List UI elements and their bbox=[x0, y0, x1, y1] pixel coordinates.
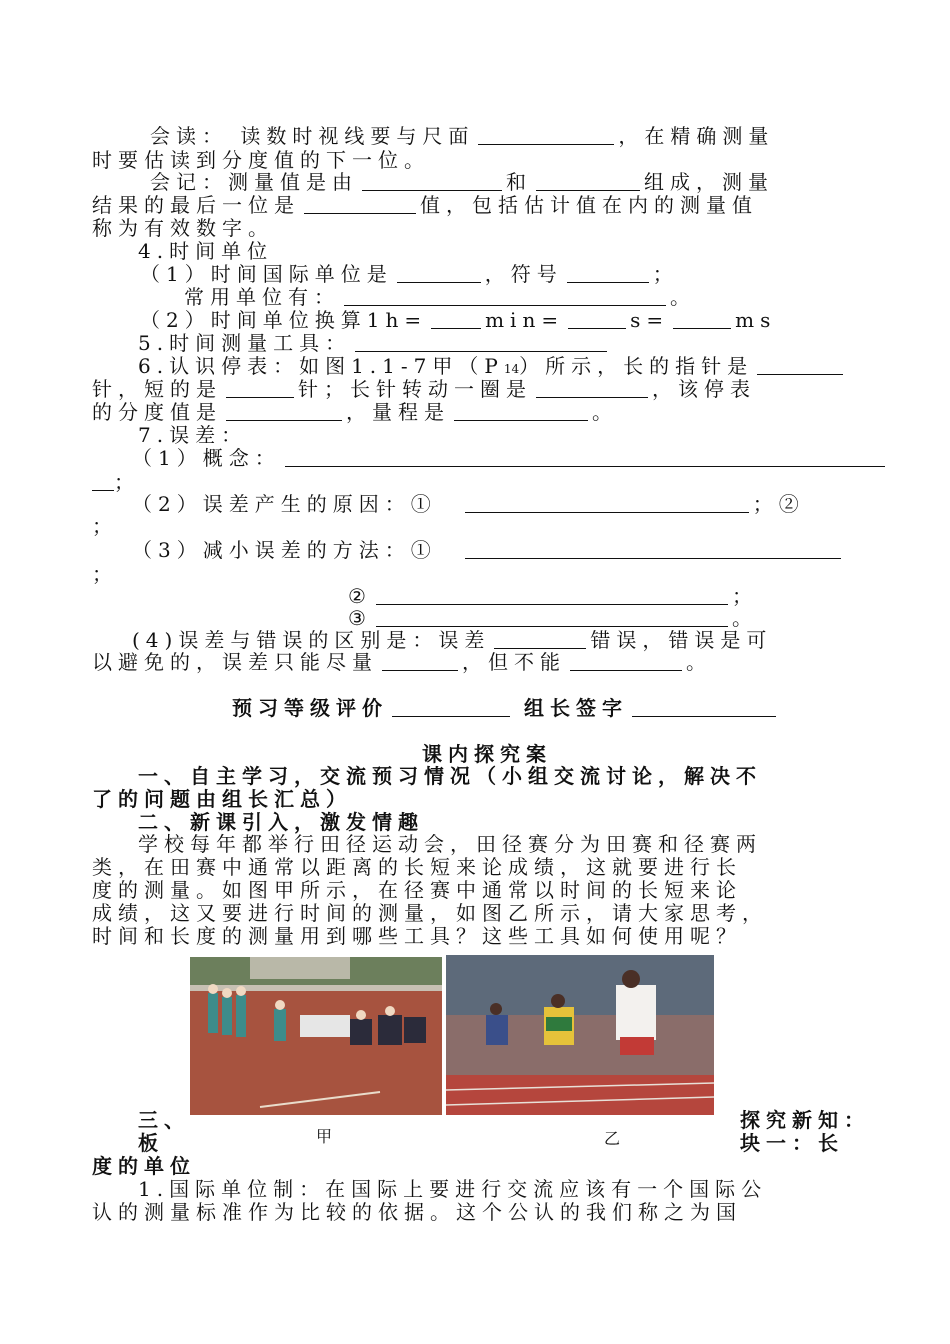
text-line: ； bbox=[92, 514, 118, 538]
text-line: 4.时间单位 bbox=[138, 239, 274, 263]
text-line: 1.国际单位制：在国际上要进行交流应该有一个国际公 bbox=[138, 1177, 768, 1201]
fill-blank bbox=[226, 379, 294, 398]
text-line: 块一：长 bbox=[740, 1131, 844, 1155]
text-line: 以避免的，误差只能尽量 ，但不能 。 bbox=[92, 650, 712, 674]
text-line: 板 bbox=[138, 1131, 164, 1155]
text-line: 度的单位 bbox=[92, 1154, 196, 1178]
text-line: （3）减小误差的方法：① bbox=[132, 538, 845, 562]
text-line: 类，在田赛中通常以距离的长短来论成绩，这就要进行长 bbox=[92, 855, 742, 879]
text-line: 探究新知： bbox=[740, 1108, 870, 1132]
field-event-photo bbox=[190, 957, 442, 1115]
fill-blank bbox=[285, 448, 885, 467]
fill-blank bbox=[757, 356, 843, 375]
evaluation-line: 预习等级评价 组长签字 bbox=[232, 696, 780, 720]
text-line: 的分度值是 ，量程是 。 bbox=[92, 400, 618, 424]
fill-blank bbox=[536, 379, 648, 398]
photo-caption-left: 甲 bbox=[316, 1127, 333, 1146]
fill-blank bbox=[355, 333, 607, 352]
text-line: 度的测量。如图甲所示，在径赛中通常以时间的长短来论 bbox=[92, 878, 742, 902]
fill-blank bbox=[92, 472, 114, 491]
text-line: 认的测量标准作为比较的依据。这个公认的我们称之为国 bbox=[92, 1200, 742, 1224]
text-line: 称为有效数字。 bbox=[92, 216, 274, 240]
text-line: 二、新课引入，激发情趣 bbox=[138, 810, 424, 834]
fill-blank bbox=[465, 494, 749, 513]
fill-blank bbox=[494, 630, 586, 649]
fill-blank bbox=[568, 310, 626, 329]
text-line: （2）误差产生的原因：① ；② bbox=[132, 492, 805, 516]
text-line: ； bbox=[92, 562, 118, 586]
text-line: 时要估读到分度值的下一位。 bbox=[92, 148, 430, 172]
text-line: 学校每年都举行田径运动会，田径赛分为田赛和径赛两 bbox=[138, 832, 762, 856]
text-line: 结果的最后一位是 值，包括估计值在内的测量值 bbox=[92, 193, 758, 217]
fill-blank bbox=[673, 310, 731, 329]
fill-blank bbox=[431, 310, 481, 329]
text-line: 三、 bbox=[138, 1108, 190, 1132]
text-line: 会读： 读数时视线要与尺面 ，在精确测量 bbox=[150, 124, 775, 148]
sprint-race-photo bbox=[446, 955, 714, 1115]
text-line: 常用单位有： 。 bbox=[184, 285, 696, 309]
text-line: 时间和长度的测量用到哪些工具？这些工具如何使用呢？ bbox=[92, 924, 742, 948]
fill-blank bbox=[376, 608, 728, 627]
fill-blank bbox=[304, 195, 416, 214]
text-line: 6.认识停表：如图1.1-7甲（P14）所示，长的指针是 bbox=[138, 354, 847, 381]
fill-blank bbox=[536, 172, 640, 191]
text-line: 5.时间测量工具： bbox=[138, 331, 611, 355]
text-line: (4)误差与错误的区别是：误差 错误，错误是可 bbox=[132, 628, 773, 652]
text-line: 针，短的是 针；长针转动一圈是 ，该停表 bbox=[92, 377, 756, 401]
fill-blank bbox=[226, 402, 342, 421]
text-line: 会记：测量值是由 和 组成，测量 bbox=[150, 170, 774, 194]
fill-blank bbox=[376, 586, 728, 605]
fill-blank bbox=[567, 264, 649, 283]
section-heading: 课内探究案 bbox=[422, 742, 552, 766]
fill-blank bbox=[362, 172, 502, 191]
text-line: （1）概念： bbox=[132, 446, 889, 470]
fill-blank bbox=[570, 652, 682, 671]
text-line: （1）时间国际单位是 ，符号 ； bbox=[140, 262, 679, 286]
fill-blank bbox=[454, 402, 588, 421]
photo-caption-right: 乙 bbox=[604, 1129, 621, 1148]
text-line: 一、自主学习，交流预习情况（小组交流讨论，解决不 bbox=[138, 764, 762, 788]
fill-blank bbox=[632, 698, 776, 717]
text-line: 成绩，这又要进行时间的测量，如图乙所示，请大家思考， bbox=[92, 901, 768, 925]
fill-blank bbox=[465, 540, 841, 559]
text-line: 7.误差： bbox=[138, 423, 248, 447]
text-line: ③ 。 bbox=[348, 606, 758, 630]
fill-blank bbox=[382, 652, 458, 671]
text-line: （2）时间单位换算1h= min= s= ms bbox=[140, 308, 777, 332]
fill-blank bbox=[392, 698, 510, 717]
text-line: ； bbox=[92, 470, 140, 494]
fill-blank bbox=[478, 126, 614, 145]
text-line: ② ； bbox=[348, 584, 758, 608]
fill-blank bbox=[397, 264, 481, 283]
text-line: 了的问题由组长汇总） bbox=[92, 787, 352, 811]
fill-blank bbox=[344, 287, 666, 306]
